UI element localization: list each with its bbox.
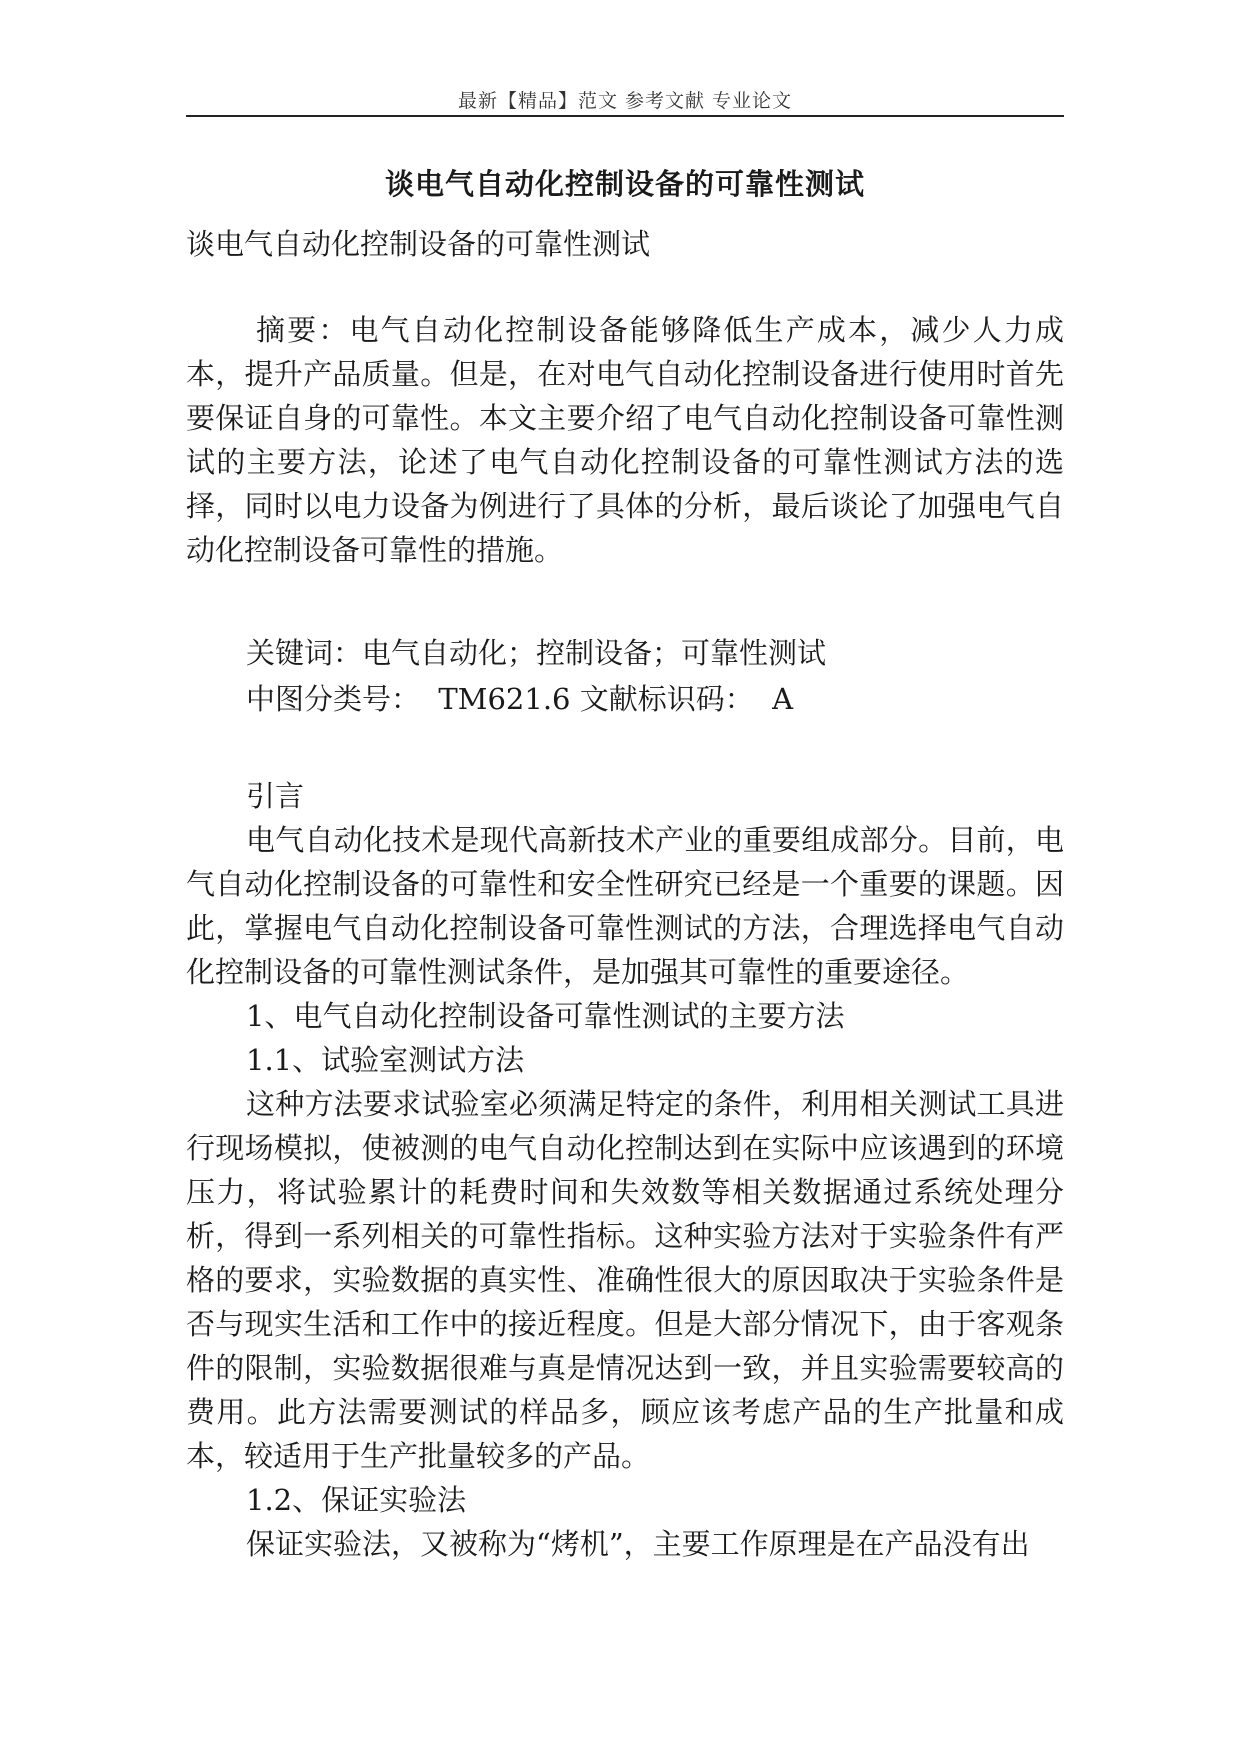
header-divider (186, 115, 1064, 117)
section-1-2-heading: 1.2、保证实验法 (246, 1483, 467, 1517)
abstract-paragraph: 摘要：电气自动化控制设备能够降低生产成本，减少人力成本，提升产品质量。但是，在对电气自动化控制设备进行使用时首先要保证自身的可靠性。本文主要介绍了电气自动化控制设备可靠性测试的主要方法，论述了电气自动化控制设备的可靠性测试方法的选择，同时以电力设备为例进行了具体的分析，最后谈论了加强电气自动化控制设备可靠性的措施。 (186, 313, 1064, 567)
keywords-line: 关键词：电气自动化；控制设备；可靠性测试 (246, 636, 827, 670)
document-title: 谈电气自动化控制设备的可靠性测试 (384, 167, 865, 201)
section-1-heading: 1、电气自动化控制设备可靠性测试的主要方法 (246, 999, 845, 1033)
running-header: 最新【精品】范文 参考文献 专业论文 (457, 90, 793, 112)
section-1-1-paragraph: 这种方法要求试验室必须满足特定的条件，利用相关测试工具进行现场模拟，使被测的电气自动化控制达到在实际中应该遇到的环境压力，将试验累计的耗费时间和失效数等相关数据通过系统处理分析，得到一系列相关的可靠性指标。这种实验方法对于实验条件有严格的要求，实验数据的真实性、准确性很大的原因取决于实验条件是否与现实生活和工作中的接近程度。但是大部分情况下，由于客观条件的限制，实验数据很难与真是情况达到一致，并且实验需要较高的费用。此方法需要测试的样品多，顾应该考虑产品的生产批量和成本，较适用于生产批量较多的产品。 (186, 1087, 1064, 1473)
section-1-2-paragraph: 保证实验法，又被称为“烤机”，主要工作原理是在产品没有出 (246, 1527, 1030, 1561)
section-1-1-heading: 1.1、试验室测试方法 (246, 1043, 525, 1077)
classification-line: 中图分类号： TM621.6 文献标识码： A (246, 682, 794, 716)
document-subtitle: 谈电气自动化控制设备的可靠性测试 (186, 227, 651, 261)
intro-heading: 引言 (246, 779, 305, 813)
abstract (186, 308, 1064, 572)
intro-paragraph: 电气自动化技术是现代高新技术产业的重要组成部分。目前，电气自动化控制设备的可靠性和安全性研究已经是一个重要的课题。因此，掌握电气自动化控制设备可靠性测试的方法，合理选择电气自动化控制设备的可靠性测试条件，是加强其可靠性的重要途径。 (186, 823, 1064, 989)
main-body (186, 774, 1064, 1566)
